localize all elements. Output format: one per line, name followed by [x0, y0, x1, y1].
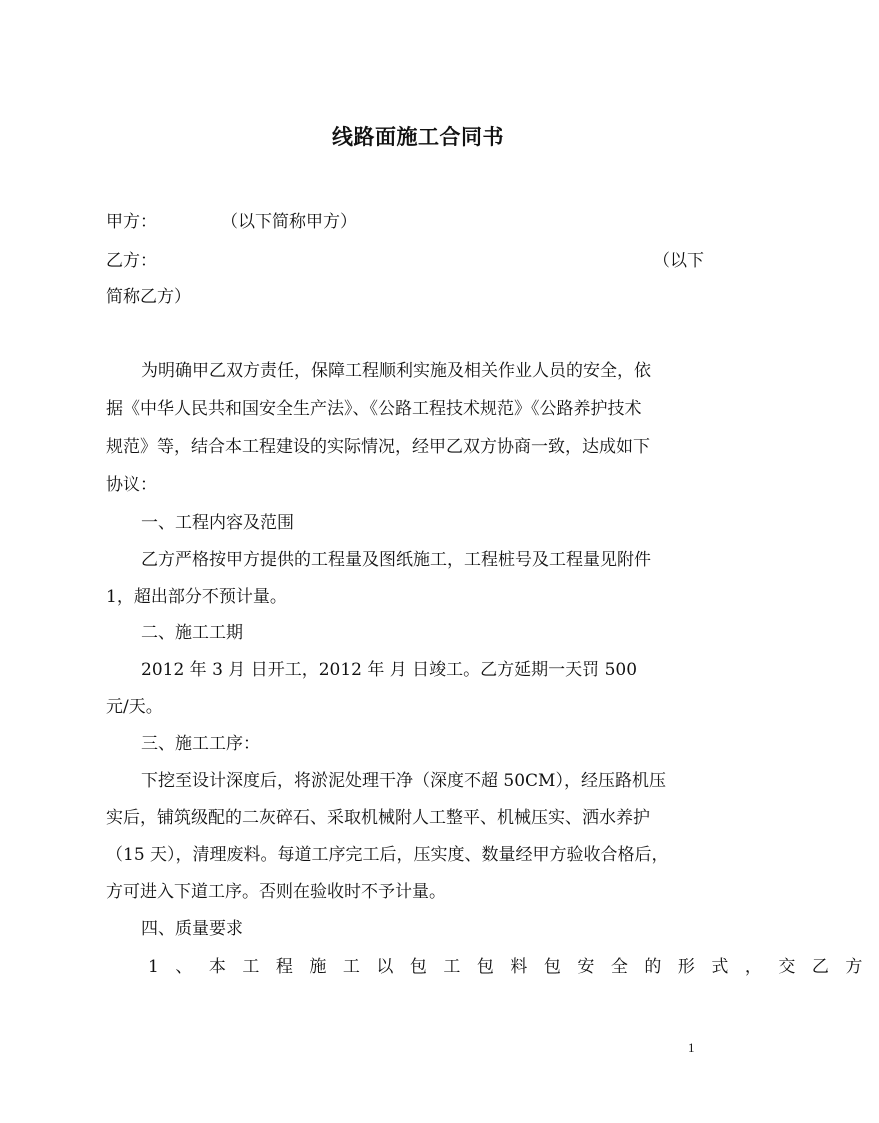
section3-line-1: 下挖至设计深度后，将淤泥处理干净（深度不超 50CM），经压路机压: [141, 771, 666, 791]
section3-line-3: （15 天），清理废料。每道工序完工后，压实度、数量经甲方验收合格后，: [106, 845, 669, 865]
party-a-label: 甲方：: [106, 212, 157, 232]
page-number: 1: [688, 1040, 695, 1055]
intro-line-1: 为明确甲乙双方责任，保障工程顺利实施及相关作业人员的安全，依: [141, 361, 651, 381]
party-b-note-start: （以下: [653, 251, 704, 271]
section1-heading: 一、工程内容及范围: [141, 513, 294, 533]
section4-line-1: 1、本工程施工以包工包料包安全的形式，交乙方: [148, 957, 879, 977]
section2-line-1: 2012 年 3 月 日开工，2012 年 月 日竣工。乙方延期一天罚 500: [141, 660, 638, 680]
section1-line-2: 1，超出部分不预计量。: [106, 587, 287, 607]
section4-heading: 四、质量要求: [141, 919, 243, 939]
intro-line-3: 规范》等，结合本工程建设的实际情况，经甲乙双方协商一致，达成如下: [106, 437, 650, 457]
section1-line-1: 乙方严格按甲方提供的工程量及图纸施工，工程桩号及工程量见附件: [141, 550, 651, 570]
section3-line-2: 实后，铺筑级配的二灰碎石、采取机械附人工整平、机械压实、洒水养护: [106, 808, 650, 828]
section2-line-2: 元/天。: [106, 697, 163, 717]
intro-line-4: 协议：: [106, 475, 157, 495]
section2-heading: 二、施工工期: [141, 623, 243, 643]
party-a-note: （以下简称甲方）: [221, 212, 357, 232]
section3-line-4: 方可进入下道工序。否则在验收时不予计量。: [106, 882, 446, 902]
party-b-label: 乙方：: [106, 251, 157, 271]
intro-line-2: 据《中华人民共和国安全生产法》、《公路工程技术规范》《公路养护技术: [106, 399, 642, 419]
document-title: 线路面施工合同书: [332, 125, 504, 149]
party-b-note-end: 简称乙方）: [106, 287, 191, 307]
section3-heading: 三、施工工序：: [141, 734, 260, 754]
